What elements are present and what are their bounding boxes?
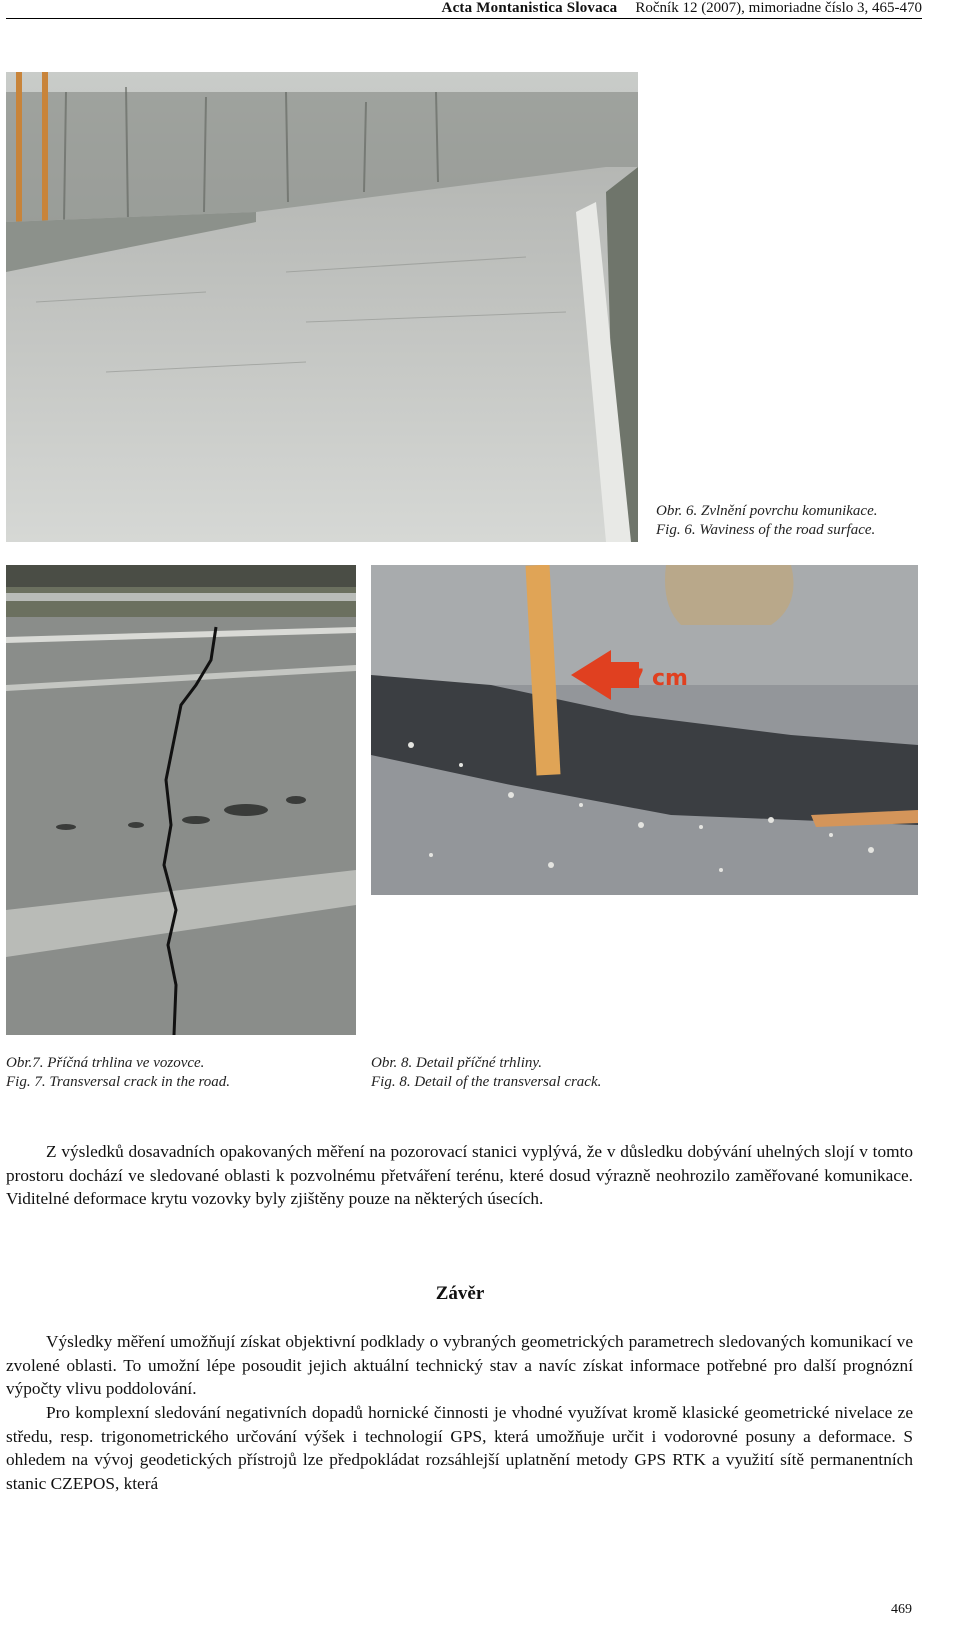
figure-8-photo xyxy=(371,565,918,895)
figure-6-caption-en: Fig. 6. Waviness of the road surface. xyxy=(656,522,876,538)
figure-8-caption-cz: Obr. 8. Detail příčné trhliny. xyxy=(371,1055,542,1071)
body-paragraph-2: Výsledky měření umožňují získat objektivní podklady o vybraných geometrických parametrech sledovaných komunikací ve zvolené oblasti. To umožní lépe posoudit jejich aktuální technický stav a navíc získat informace potřebné pro další prognózní výpočty vlivu poddolování. xyxy=(6,1332,913,1398)
figure-8-caption xyxy=(371,1054,601,1092)
figure-7-caption-cz: Obr.7. Příčná trhlina ve vozovce. xyxy=(6,1055,205,1071)
figure-6-caption-cz: Obr. 6. Zvlnění povrchu komunikace. xyxy=(656,503,878,519)
running-header xyxy=(6,0,922,19)
figure-7-caption-en: Fig. 7. Transversal crack in the road. xyxy=(6,1074,231,1090)
figure-8-caption-en: Fig. 8. Detail of the transversal crack. xyxy=(371,1074,602,1090)
figure-7-caption xyxy=(6,1054,230,1092)
figure-8-photo-label: 7 cm xyxy=(629,666,688,691)
page-number: 469 xyxy=(891,1602,912,1617)
figure-6-photo xyxy=(6,72,638,542)
section-title: Závěr xyxy=(435,1283,485,1304)
figure-6-caption xyxy=(656,502,877,540)
body-paragraph-3: Pro komplexní sledování negativních dopadů hornické činnosti je vhodné využívat kromě klasické geometrické nivelace ze středu, resp. trigonometrického určování výšek i technologií GPS, která umožňuje určit i vodorovné posuny a deformace. S ohledem na vývoj geodetických přístrojů lze předpokládat rozsáhlejší uplatnění metody GPS RTK a využití sítě permanentních stanic CZEPOS, která xyxy=(6,1403,913,1493)
journal-name: Acta Montanistica Slovaca xyxy=(441,0,618,16)
issue-info: Ročník 12 (2007), mimoriadne číslo 3, 465-470 xyxy=(635,0,922,16)
figure-7-photo xyxy=(6,565,356,1035)
body-paragraph-1: Z výsledků dosavadních opakovaných měření na pozorovací stanici vyplývá, že v důsledku dobývání uhelných slojí v tomto prostoru dochází ve sledované oblasti k pozvolnému přetváření terénu, které dosud výrazně neohrozilo zaměřované komunikace. Viditelné deformace krytu vozovky byly zjištěny pouze na některých úsecích. xyxy=(6,1142,913,1208)
